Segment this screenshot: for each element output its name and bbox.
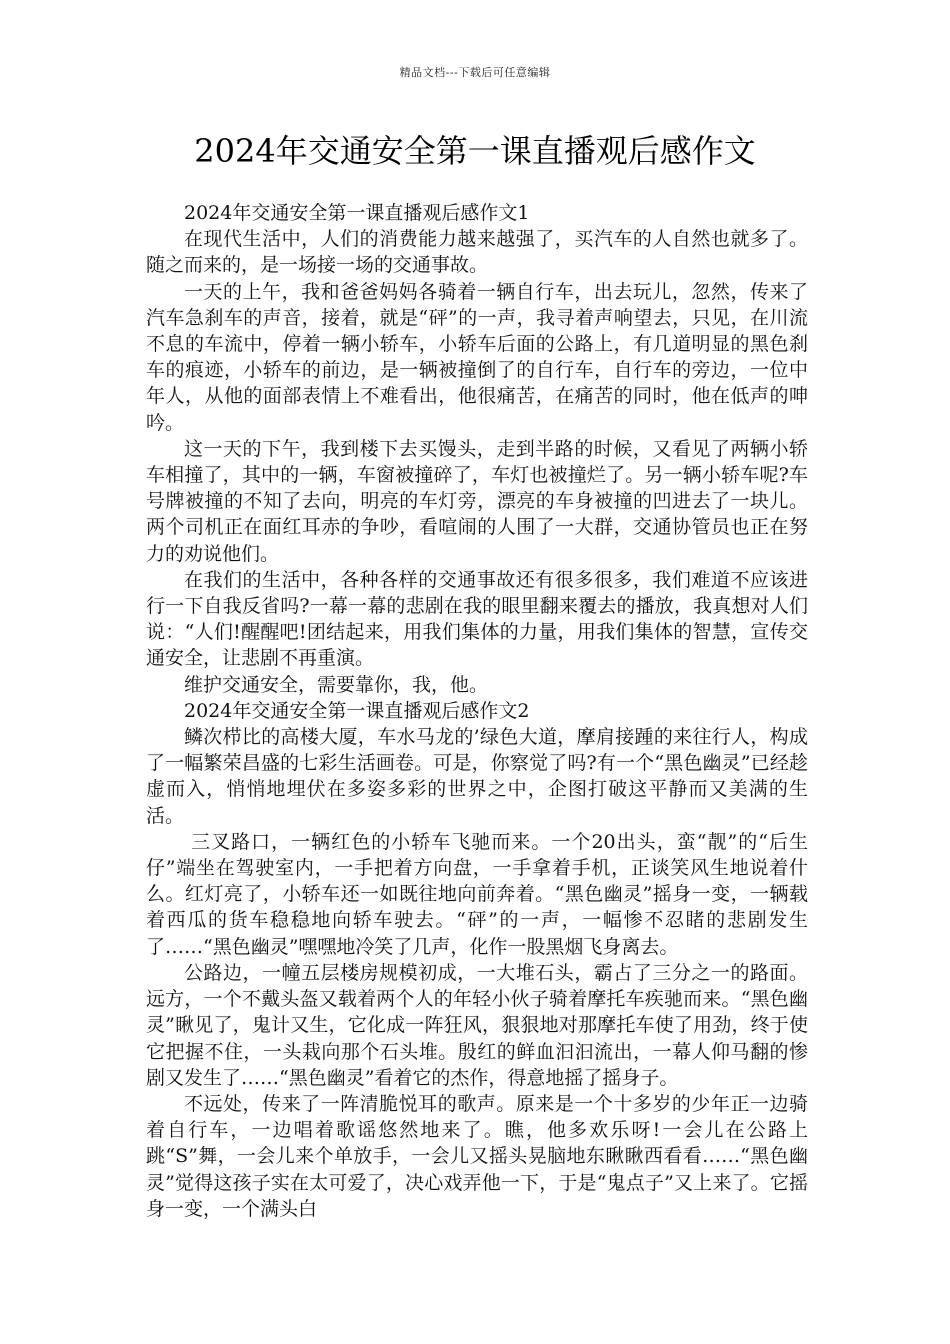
paragraph: 在现代生活中，人们的消费能力越来越强了，买汽车的人自然也就多了。随之而来的，是一场接一场的交通事故。	[146, 228, 808, 277]
paragraph: 三叉路口，一辆红色的小轿车飞驰而来。一个20出头，蛮“靓”的“后生仔”端坐在驾驶室内，一手把着方向盘，一手拿着手机，正谈笑风生地说着什么。红灯亮了，小轿车还一如既往地向前奔着。“黑色幽灵”摇身一变，一辆载着西瓜的货车稳稳地向轿车驶去。“砰”的一声，一幅惨不忍睹的悲剧发生了……“黑色幽灵”嘿嘿地冷笑了几声，化作一股黑烟飞身离去。	[146, 830, 808, 958]
paragraph: 鳞次栉比的高楼大厦，车水马龙的’绿色大道，摩肩接踵的来往行人，构成了一幅繁荣昌盛的七彩生活画卷。可是，你察觉了吗?有一个“黑色幽灵”已经趁虚而入，悄悄地埋伏在多姿多彩的世界之中，企图打破这平静而又美满的生活。	[146, 726, 808, 827]
document-body	[146, 200, 808, 1222]
paragraph: 不远处，传来了一阵清脆悦耳的歌声。原来是一个十多岁的少年正一边骑着自行车，一边唱着歌谣悠然地来了。瞧，他多欢乐呀!一会儿在公路上跳“S”舞，一会儿来个单放手，一会儿又摇头晃脑地东瞅瞅西看看……“黑色幽灵”觉得这孩子实在太可爱了，决心戏弄他一下，于是“鬼点子”又上来了。它摇身一变，一个满头白	[146, 1092, 808, 1220]
header-note: 精品文档---下载后可任意编辑	[399, 66, 551, 79]
section-heading-1: 2024年交通安全第一课直播观后感作文1	[184, 202, 530, 224]
document-title: 2024年交通安全第一课直播观后感作文	[194, 132, 756, 170]
section-heading-2: 2024年交通安全第一课直播观后感作文2	[184, 699, 530, 722]
paragraph: 这一天的下午，我到楼下去买馒头，走到半路的时候，又看见了两辆小轿车相撞了，其中的一辆，车窗被撞碎了，车灯也被撞烂了。另一辆小轿车呢?车号牌被撞的不知了去向，明亮的车灯旁，漂亮的车身被撞的凹进去了一块儿。两个司机正在面红耳赤的争吵，看喧闹的人围了一大群，交通协管员也正在努力的劝说他们。	[146, 437, 808, 565]
paragraph: 公路边，一幢五层楼房规模初成，一大堆石头，霸占了三分之一的路面。远方，一个不戴头盔又载着两个人的年轻小伙子骑着摩托车疾驰而来。“黑色幽灵”瞅见了，鬼计又生，它化成一阵狂风，狠狠地对那摩托车使了用劲，终于使它把握不住，一头栽向那个石头堆。殷红的鲜血汩汩流出，一幕人仰马翻的惨剧又发生了……“黑色幽灵”看着它的杰作，得意地摇了摇身子。	[146, 961, 808, 1089]
paragraph: 在我们的生活中，各种各样的交通事故还有很多很多，我们难道不应该进行一下自我反省吗?一幕一幕的悲剧在我的眼里翻来覆去的播放，我真想对人们说：“人们!醒醒吧!团结起来，用我们集体的力量，用我们集体的智慧，宣传交通安全，让悲剧不再重演。	[146, 568, 808, 670]
paragraph: 一天的上午，我和爸爸妈妈各骑着一辆自行车，出去玩儿，忽然，传来了汽车急刹车的声音，接着，就是“砰”的一声，我寻着声响望去，只见，在川流不息的车流中，停着一辆小轿车，小轿车后面的公路上，有几道明显的黑色刹车的痕迹，小轿车的前边，是一辆被撞倒了的自行车，自行车的旁边，一位中年人，从他的面部表情上不难看出，他很痛苦，在痛苦的同时，他在低声的呻吟。	[146, 280, 808, 434]
paragraph: 维护交通安全，需要靠你，我，他。	[184, 673, 489, 696]
